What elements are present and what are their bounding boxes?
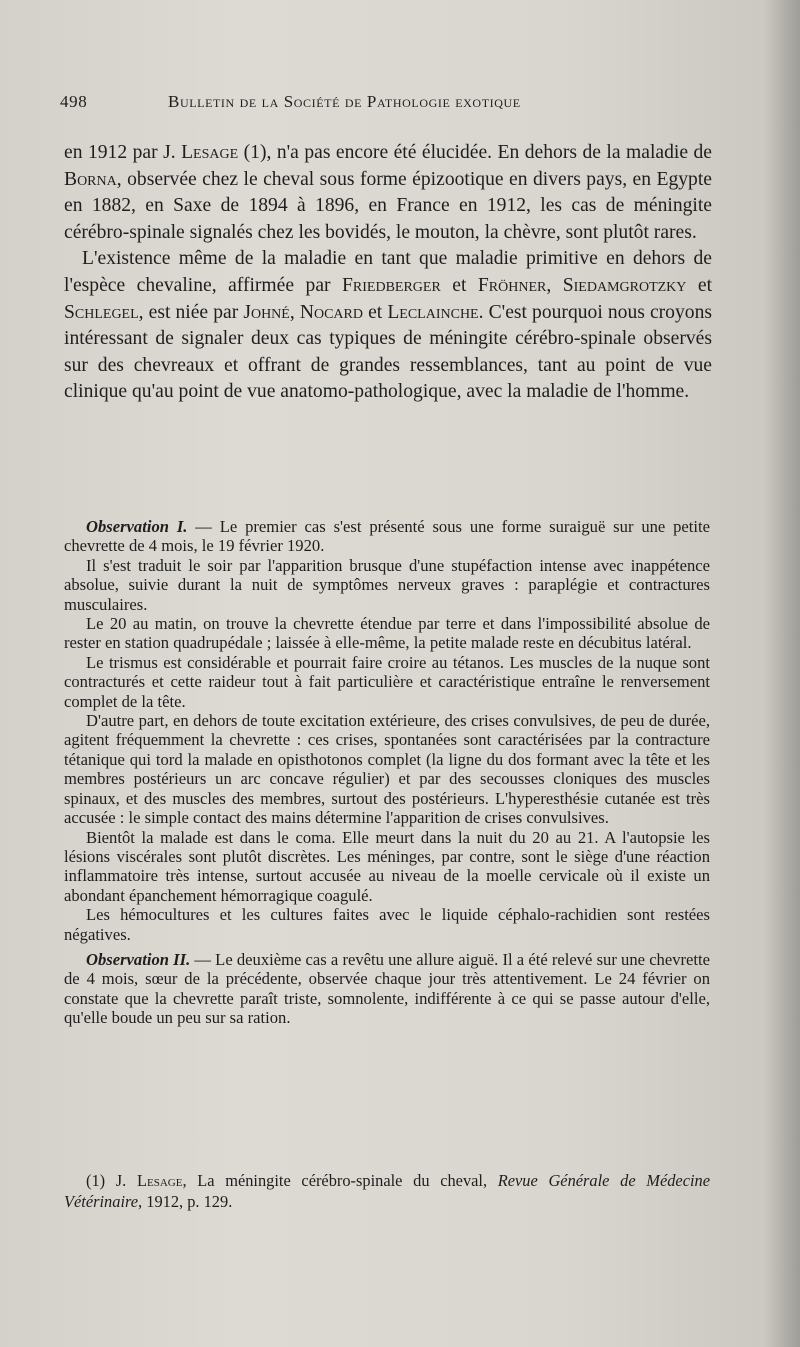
author-name: Lesage	[181, 142, 239, 163]
text-run: (1), n'a pas encore été élucidée. En dehors de la maladie de	[238, 142, 712, 163]
author-name: Fröhner	[477, 274, 547, 296]
author-name: Johné	[243, 301, 290, 323]
text-run: , 1912, p. 129.	[138, 1192, 233, 1211]
footnote-marker: (1) J.	[86, 1171, 137, 1190]
text-run: , observée chez le cheval sous forme épizootique en divers pays, en Egypte en 1882, en Saxe de 1894 à 1896, en France en 1912, les cas de méningite cérébro-spinale signalés chez les bovidés, le mouton, la chèvre, sont plutôt rares.	[64, 168, 712, 243]
author-name: Siedamgrotzky	[562, 274, 687, 296]
author-name: Friedberger	[342, 274, 441, 296]
observations-text	[64, 517, 710, 1028]
page-edge-shadow	[764, 0, 800, 1347]
paragraph-2	[64, 246, 712, 406]
observation-label: Observation II.	[86, 949, 191, 969]
observation-1-paragraph: Le trismus est considérable et pourrait faire croire au tétanos. Les muscles de la nuque sont contracturés et cette raideur tout à fait particulière et caractéristique entraîne le renversement complet de la tête.	[64, 652, 710, 711]
observation-1-paragraph: D'autre part, en dehors de toute excitation extérieure, des crises convulsives, de peu de durée, agitent fréquemment la chevrette : ces crises, spontanées sont caractérisées par la contracture tétanique qui tord la malade en opisthotonos complet (la ligne du dos formant avec la tête et les membres postérieurs un arc concave régulier) et par des secousses cloniques des muscles spinaux, et des muscles des membres, surtout des postérieurs. L'hyperesthésie cutanée est très accusée : le simple contact des mains détermine l'apparition de crises convulsives.	[64, 711, 710, 828]
page-number: 498	[60, 92, 88, 111]
paragraph-1	[64, 140, 712, 246]
journal-title: Bulletin de la Société de Pathologie exotique	[168, 92, 521, 111]
footnote-1	[64, 1170, 710, 1212]
author-name: Lesage	[136, 1171, 183, 1190]
author-name: Schlegel	[64, 301, 139, 323]
text-run: ,	[289, 301, 300, 323]
text-run: en 1912 par J.	[64, 142, 182, 163]
text-run: et	[440, 274, 478, 296]
text-run: et	[363, 301, 388, 323]
observation-label: Observation I.	[86, 517, 188, 536]
text-run: — Le deuxième cas a revêtu une allure aiguë. Il a été relevé sur une chevrette de 4 mois, sœur de la précédente, observée chaque jour très attentivement. Le 24 février on constate que la chevrette paraît triste, somnolente, indifférente à ce qui se passe autour d'elle, qu'elle boude un peu sur sa ration.	[64, 949, 710, 1028]
author-name: Nocard	[299, 301, 363, 323]
text-run: ,	[546, 274, 563, 296]
text-run: et	[686, 274, 713, 296]
text-run: L'existence même de la maladie en tant que maladie primitive en dehors de l'espèce chevaline, affirmée par	[64, 248, 712, 296]
main-text	[64, 140, 712, 406]
observation-2-intro	[64, 950, 710, 1028]
journal-name: Revue Générale de Médecine Vétérinaire	[64, 1171, 710, 1211]
text-run: , La méningite cérébro-spinale du cheval,	[182, 1171, 498, 1190]
observation-1-paragraph: Les hémocultures et les cultures faites avec le liquide céphalo-rachidien sont restées négatives.	[64, 905, 710, 944]
text-run: . C'est pourquoi nous croyons intéressant de signaler deux cas typiques de méningite cérébro-spinale observés sur des chevreaux et offrant de grandes ressemblances, tant au point de vue clinique qu'au point de vue anatomo-pathologique, avec la maladie de l'homme.	[64, 301, 712, 403]
author-name: Borna	[64, 168, 117, 190]
author-name: Leclainche	[387, 301, 479, 323]
observation-1-intro	[64, 517, 710, 556]
text-run: — Le premier cas s'est présenté sous une forme suraiguë sur une petite chevrette de 4 mois, le 19 février 1920.	[64, 517, 710, 556]
footnote	[64, 1170, 710, 1212]
observation-1-paragraph: Bientôt la malade est dans le coma. Elle meurt dans la nuit du 20 au 21. A l'autopsie les lésions viscérales sont plutôt discrètes. Les méninges, par contre, sont le siège d'une réaction inflammatoire très intense, surtout accusée au niveau de la moelle cervicale où il existe un abondant épanchement hémorragique coagulé.	[64, 827, 710, 905]
observation-1-paragraph: Il s'est traduit le soir par l'apparition brusque d'une stupéfaction intense avec inappétence absolue, suivie durant la nuit de symptômes nerveux graves : paraplégie et contractures musculaires.	[64, 555, 710, 614]
text-run: , est niée par	[138, 301, 244, 323]
observation-1-paragraph: Le 20 au matin, on trouve la chevrette étendue par terre et dans l'impossibilité absolue de rester en station quadrupédale ; laissée à elle-même, la petite malade reste en décubitus latéral.	[64, 614, 710, 653]
running-header	[60, 92, 620, 112]
